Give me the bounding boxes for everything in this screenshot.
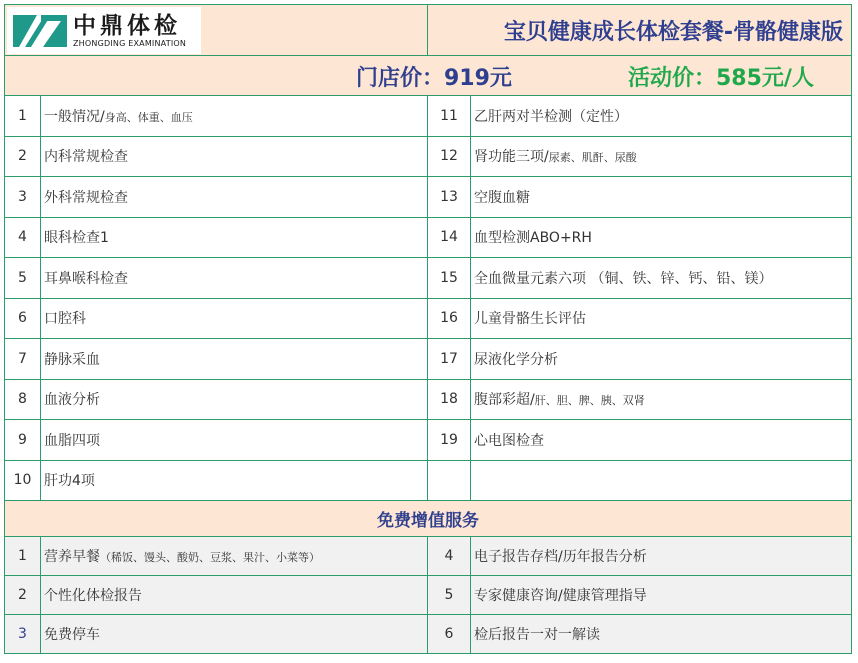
item-number-text: 10 — [13, 472, 32, 489]
item-number — [5, 217, 41, 258]
item-number-text: 16 — [440, 310, 458, 327]
table-row — [5, 96, 852, 137]
service-number — [5, 576, 41, 615]
service-name-text: 个性化体检报告 — [44, 588, 142, 604]
service-name-text: 检后报告一对一解读 — [474, 627, 600, 643]
item-number-text: 7 — [18, 350, 27, 367]
item-number-text: 11 — [440, 107, 458, 124]
item-name-text: 一般情况/ — [44, 108, 105, 125]
item-number-text: 3 — [18, 188, 27, 205]
item-name — [41, 420, 428, 461]
item-name — [41, 177, 428, 218]
item-name — [471, 379, 852, 420]
item-name-text: 血液分析 — [44, 392, 100, 409]
service-number — [428, 537, 471, 576]
service-number — [5, 615, 41, 654]
item-name — [471, 460, 852, 501]
item-name — [41, 96, 428, 137]
item-number — [5, 298, 41, 339]
service-name — [471, 537, 852, 576]
service-name-text: 营养早餐 — [44, 549, 100, 565]
item-number-text: 15 — [440, 269, 458, 286]
item-name-text: 乙肝两对半检测（定性） — [474, 108, 628, 125]
item-number-text: 14 — [440, 229, 458, 246]
item-number-text: 12 — [440, 148, 458, 165]
item-name-text: 肝功4项 — [44, 473, 95, 490]
service-name-text: 电子报告存档/历年报告分析 — [474, 549, 647, 565]
package-title: 宝贝健康成长体检套餐-骨骼健康版 — [428, 5, 852, 56]
item-number-text: 8 — [18, 391, 27, 408]
item-name-text: 口腔科 — [44, 311, 86, 328]
table-row — [5, 217, 852, 258]
free-service-row — [5, 576, 852, 615]
item-name — [41, 339, 428, 380]
service-number-text: 1 — [18, 548, 27, 564]
item-number — [5, 379, 41, 420]
item-name-text: 外科常规检查 — [44, 189, 128, 206]
item-number — [428, 96, 471, 137]
item-name-text: 心电图检查 — [474, 432, 544, 449]
item-number-text: 17 — [440, 350, 458, 367]
item-name-text: 耳鼻喉科检查 — [44, 270, 128, 287]
item-number — [428, 460, 471, 501]
item-name — [41, 258, 428, 299]
item-name-text: 尿液化学分析 — [474, 351, 558, 368]
item-name-text: 眼科检查1 — [44, 230, 109, 247]
brand-logo — [7, 7, 201, 54]
service-number-text: 3 — [18, 626, 27, 642]
item-number — [5, 258, 41, 299]
item-name — [471, 96, 852, 137]
item-number-text: 5 — [18, 269, 27, 286]
package-table — [4, 4, 852, 654]
item-number-text: 2 — [18, 148, 27, 165]
service-name — [41, 615, 428, 654]
item-number — [428, 258, 471, 299]
item-number — [5, 136, 41, 177]
item-name-text: 血型检测ABO+RH — [474, 230, 592, 247]
table-row — [5, 298, 852, 339]
item-name-text: 空腹血糖 — [474, 189, 530, 206]
service-name — [471, 576, 852, 615]
table-row — [5, 136, 852, 177]
item-number — [428, 339, 471, 380]
service-name — [41, 537, 428, 576]
table-row — [5, 339, 852, 380]
item-name — [41, 460, 428, 501]
free-service-row — [5, 615, 852, 654]
item-number — [5, 460, 41, 501]
item-name-detail: 肝、胆、脾、胰、双肾 — [534, 394, 645, 408]
item-name — [41, 298, 428, 339]
item-name-detail: 尿素、肌酐、尿酸 — [548, 151, 637, 165]
item-number — [428, 177, 471, 218]
service-name-text: 专家健康咨询/健康管理指导 — [474, 588, 647, 604]
item-name — [471, 420, 852, 461]
table-row — [5, 379, 852, 420]
brand-name-en: ZHONGDING EXAMINATION — [73, 38, 187, 48]
table-row — [5, 420, 852, 461]
free-service-row — [5, 537, 852, 576]
item-name-text: 血脂四项 — [44, 432, 100, 449]
table-row — [5, 177, 852, 218]
item-name-text: 内科常规检查 — [44, 149, 128, 166]
service-number-text: 5 — [444, 587, 454, 603]
brand-name-cn: 中鼎体检 — [73, 12, 181, 39]
item-number — [5, 339, 41, 380]
free-services-title: 免费增值服务 — [5, 501, 852, 537]
item-number-text: 4 — [18, 229, 27, 246]
item-name — [471, 258, 852, 299]
service-name-text: 免费停车 — [44, 627, 100, 643]
service-number-text: 2 — [18, 587, 27, 603]
item-number — [428, 217, 471, 258]
package-sheet — [4, 4, 851, 660]
service-name — [471, 615, 852, 654]
item-name-text: 腹部彩超/ — [474, 392, 535, 409]
item-number-text: 9 — [18, 431, 27, 448]
item-name-detail: 身高、体重、血压 — [104, 110, 193, 124]
service-number-text: 6 — [444, 626, 454, 642]
item-name — [41, 136, 428, 177]
item-name — [471, 217, 852, 258]
item-number — [428, 420, 471, 461]
activity-price: 活动价：585元/人 — [628, 66, 814, 91]
item-name-text: 肾功能三项/ — [474, 149, 549, 166]
table-row — [5, 258, 852, 299]
item-name — [471, 339, 852, 380]
service-name-detail: （稀饭、馒头、酸奶、豆浆、果汁、小菜等） — [100, 551, 320, 564]
item-name — [471, 298, 852, 339]
item-number-text: 19 — [440, 431, 458, 448]
item-number — [5, 420, 41, 461]
item-name-text: 儿童骨骼生长评估 — [474, 311, 586, 328]
service-number — [5, 537, 41, 576]
table-row — [5, 460, 852, 501]
item-name — [471, 136, 852, 177]
item-name — [41, 379, 428, 420]
item-number-text: 18 — [440, 391, 458, 408]
item-name — [471, 177, 852, 218]
service-number — [428, 576, 471, 615]
item-name — [41, 217, 428, 258]
item-name-text: 全血微量元素六项 （铜、铁、锌、钙、铅、镁） — [474, 270, 773, 287]
item-number-text: 13 — [440, 188, 458, 205]
logo-cell — [5, 5, 428, 56]
item-number — [428, 298, 471, 339]
item-number — [428, 136, 471, 177]
item-number — [428, 379, 471, 420]
item-number — [5, 177, 41, 218]
item-number-text: 6 — [18, 310, 27, 327]
service-number-text: 4 — [444, 548, 454, 564]
store-price: 门店价：919元 — [356, 66, 512, 91]
service-number — [428, 615, 471, 654]
service-name — [41, 576, 428, 615]
item-number — [5, 96, 41, 137]
item-number-text: 1 — [18, 107, 27, 124]
zd-logo-icon — [11, 11, 69, 51]
item-name-text: 静脉采血 — [44, 351, 100, 368]
